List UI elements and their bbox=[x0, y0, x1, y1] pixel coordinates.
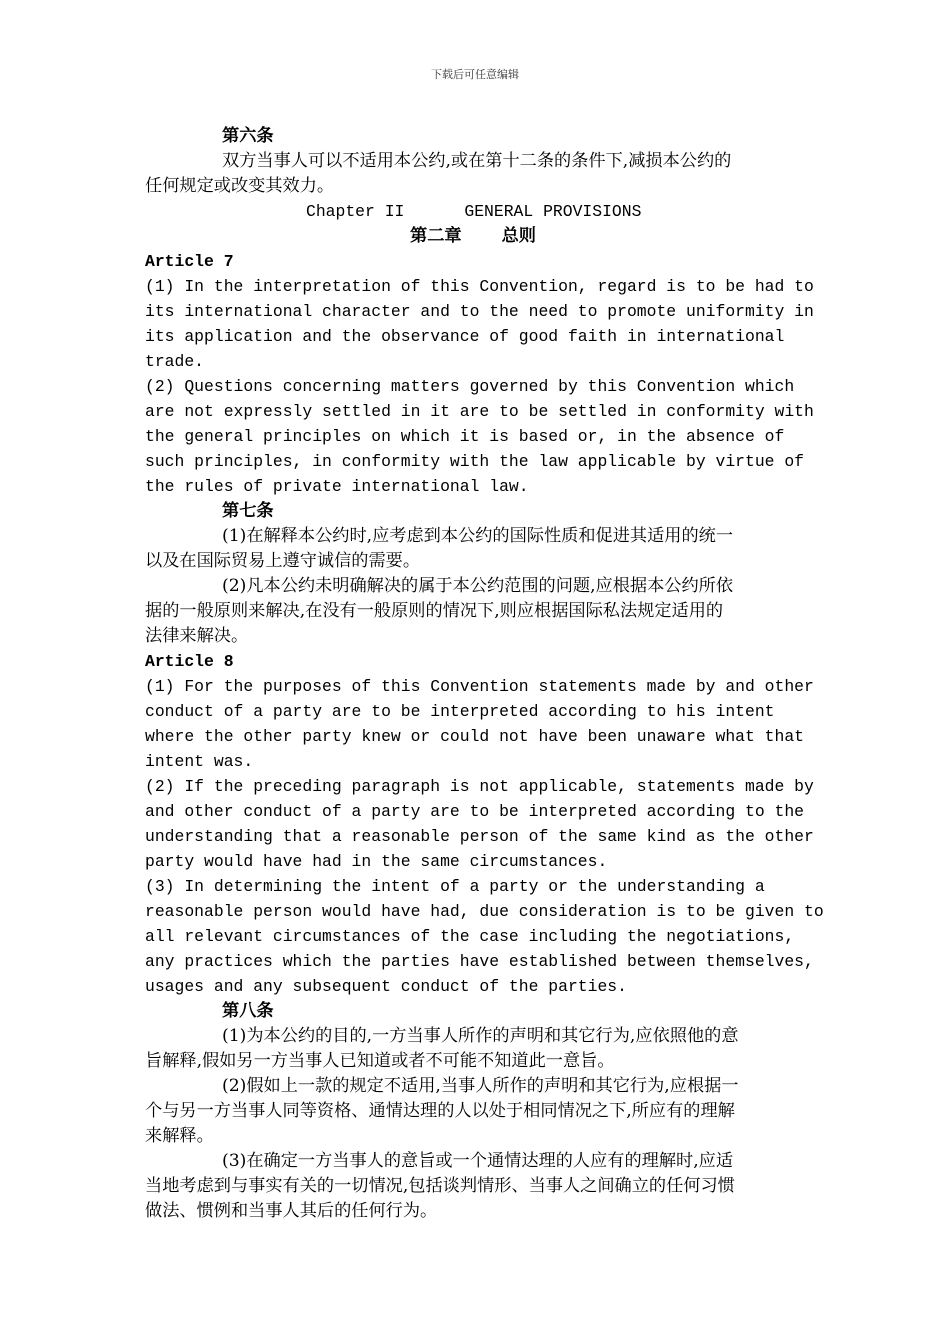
article7-en-line: (2) Questions concerning matters governed by this Convention which bbox=[145, 377, 795, 396]
article7-zh-p2-line: 法律来解决。 bbox=[145, 626, 249, 646]
article8-zh-title: 第八条 bbox=[222, 1001, 274, 1021]
article8-zh-p1-line: (1)为本公约的目的,一方当事人所作的声明和其它行为,应依照他的意 bbox=[222, 1026, 739, 1046]
article7-en-title: Article 7 bbox=[145, 252, 234, 271]
chapter-heading-zh bbox=[145, 224, 810, 249]
article8-en-line: and other conduct of a party are to be interpreted according to the bbox=[145, 802, 805, 821]
article8-zh-p2-line: 个与另一方当事人同等资格、通情达理的人以处于相同情况之下,所应有的理解 bbox=[145, 1101, 735, 1121]
article7-en-line: (1) In the interpretation of this Convention, regard is to be had to bbox=[145, 277, 814, 296]
article8-zh-p3-line: (3)在确定一方当事人的意旨或一个通情达理的人应有的理解时,应适 bbox=[222, 1151, 734, 1171]
article8-zh-p2-line: 来解释。 bbox=[145, 1126, 214, 1146]
article8-zh-p3-line: 做法、惯例和当事人其后的任何行为。 bbox=[145, 1201, 438, 1221]
article6-zh-line: 任何规定或改变其效力。 bbox=[145, 176, 335, 196]
page-header-note: 下载后可任意编辑 bbox=[431, 68, 519, 81]
article7-zh-title: 第七条 bbox=[222, 501, 274, 521]
article8-en-line: party would have had in the same circumstances. bbox=[145, 852, 608, 871]
article8-en-title: Article 8 bbox=[145, 652, 234, 671]
article8-en-line: understanding that a reasonable person of the same kind as the other bbox=[145, 827, 814, 846]
article8-zh-p3-line: 当地考虑到与事实有关的一切情况,包括谈判情形、当事人之间确立的任何习惯 bbox=[145, 1176, 735, 1196]
article7-zh-p2-line: (2)凡本公约未明确解决的属于本公约范围的问题,应根据本公约所依 bbox=[222, 576, 734, 596]
article6-zh-title: 第六条 bbox=[222, 126, 274, 146]
article8-en-line: (2) If the preceding paragraph is not applicable, statements made by bbox=[145, 777, 814, 796]
document-body bbox=[145, 124, 824, 1224]
article7-en-line: its application and the observance of good faith in international bbox=[145, 327, 785, 346]
article8-zh-p1-line: 旨解释,假如另一方当事人已知道或者不可能不知道此一意旨。 bbox=[145, 1051, 615, 1071]
article8-en-line: (3) In determining the intent of a party or the understanding a bbox=[145, 877, 765, 896]
article8-en-line: (1) For the purposes of this Convention statements made by and other bbox=[145, 677, 814, 696]
article8-en-line: any practices which the parties have established between themselves, bbox=[145, 952, 814, 971]
chapter-title-zh: 总则 bbox=[501, 226, 536, 246]
article8-zh-p2-line: (2)假如上一款的规定不适用,当事人所作的声明和其它行为,应根据一 bbox=[222, 1076, 739, 1096]
article8-en-line: all relevant circumstances of the case including the negotiations, bbox=[145, 927, 795, 946]
article8-en-line: usages and any subsequent conduct of the parties. bbox=[145, 977, 627, 996]
chapter-number-zh: 第二章 bbox=[410, 226, 462, 246]
article7-zh-p2-line: 据的一般原则来解决,在没有一般原则的情况下,则应根据国际私法规定适用的 bbox=[145, 601, 724, 621]
article6-zh-line: 双方当事人可以不适用本公约,或在第十二条的条件下,减损本公约的 bbox=[222, 151, 732, 171]
article8-en-line: where the other party knew or could not have been unaware what that bbox=[145, 727, 805, 746]
article7-en-line: the general principles on which it is based or, in the absence of bbox=[145, 427, 785, 446]
article8-en-line: reasonable person would have had, due consideration is to be given to bbox=[145, 902, 824, 921]
chapter-number-en: Chapter II bbox=[306, 202, 405, 221]
article8-en-line: conduct of a party are to be interpreted according to his intent bbox=[145, 702, 775, 721]
chapter-title-en: GENERAL PROVISIONS bbox=[464, 202, 642, 221]
article8-en-line: intent was. bbox=[145, 752, 254, 771]
article7-en-line: the rules of private international law. bbox=[145, 477, 529, 496]
article7-en-line: such principles, in conformity with the law applicable by virtue of bbox=[145, 452, 805, 471]
article7-zh-p1-line: (1)在解释本公约时,应考虑到本公约的国际性质和促进其适用的统一 bbox=[222, 526, 734, 546]
chapter-heading-en bbox=[145, 199, 810, 224]
article7-en-line: trade. bbox=[145, 352, 205, 371]
article7-en-line: its international character and to the need to promote uniformity in bbox=[145, 302, 814, 321]
article7-en-line: are not expressly settled in it are to be settled in conformity with bbox=[145, 402, 814, 421]
article7-zh-p1-line: 以及在国际贸易上遵守诚信的需要。 bbox=[145, 551, 421, 571]
